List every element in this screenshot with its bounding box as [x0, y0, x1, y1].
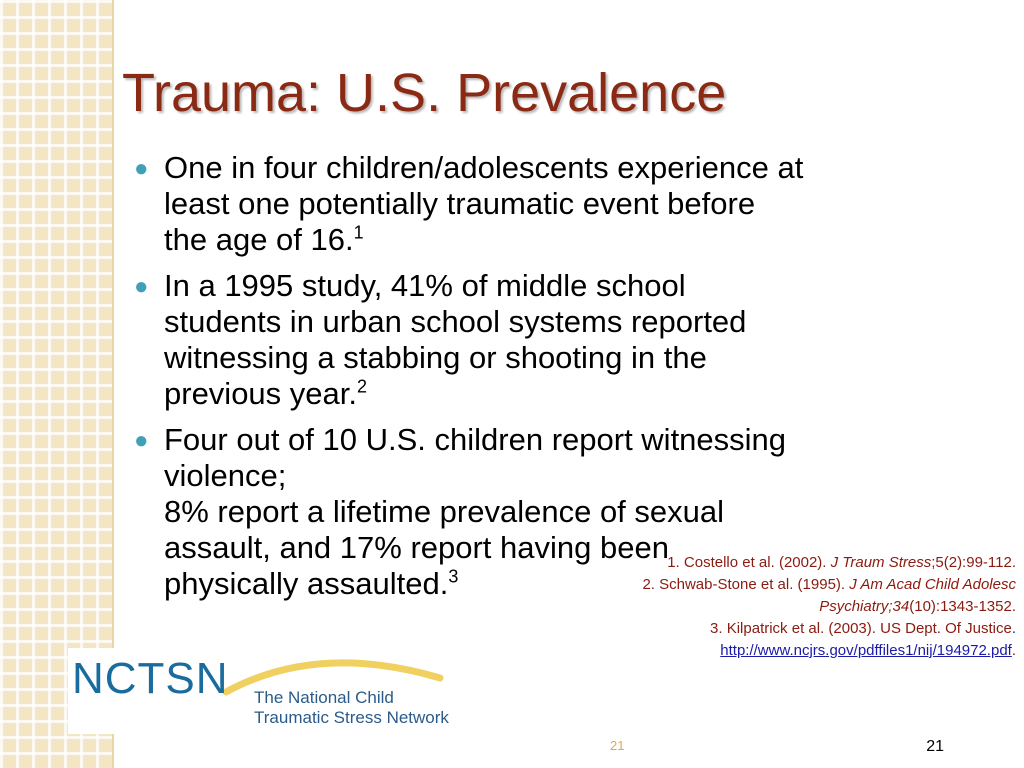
bullet-3-line-3: 8% report a lifetime prevalence of sexual — [164, 494, 725, 529]
bullet-2-line-4 — [164, 376, 962, 412]
bullet-item-2 — [132, 268, 962, 412]
bullet-2-line-4-text: previous year. — [164, 376, 357, 411]
bullet-dot-icon: ● — [134, 427, 149, 454]
logo-organization-name — [254, 688, 449, 728]
bullet-1-line-1: One in four children/adolescents experience at — [164, 150, 804, 185]
reference-2 — [642, 574, 1016, 596]
references-block — [642, 552, 1016, 662]
reference-3-text: 3. Kilpatrick et al. (2003). US Dept. Of Justice — [710, 620, 1012, 637]
bullet-3-line-5-text: physically assaulted. — [164, 566, 449, 601]
reference-1-authors: 1. Costello et al. (2002). — [667, 554, 831, 571]
footnote-marker-3: 3 — [448, 566, 459, 587]
bullet-1-line-3-text: the age of 16. — [164, 222, 354, 257]
reference-1 — [642, 552, 1016, 574]
nctsn-logo — [68, 648, 454, 734]
bullet-list — [132, 150, 962, 612]
footer-page-number: 21 — [610, 738, 625, 753]
bullet-3-line-1: Four out of 10 U.S. children report witnessing — [164, 422, 787, 457]
reference-2-cont — [642, 596, 1016, 618]
bullet-dot-icon: ● — [134, 273, 149, 300]
reference-3 — [642, 618, 1016, 640]
footnote-marker-1: 1 — [353, 222, 364, 243]
reference-1-citation: ;5(2):99-112. — [931, 554, 1016, 571]
bullet-2-line-1: In a 1995 study, 41% of middle school — [164, 268, 686, 303]
bullet-1-line-2: least one potentially traumatic event before — [164, 186, 756, 221]
bullet-item-1 — [132, 150, 962, 258]
logo-acronym: NCTSN — [72, 654, 229, 703]
reference-3-link-line — [642, 640, 1016, 662]
reference-1-journal: J Traum Stress — [830, 554, 932, 571]
bullet-2-line-3: witnessing a stabbing or shooting in the — [164, 340, 707, 375]
reference-2-journal: J Am Acad Child Adolesc — [849, 576, 1016, 593]
bullet-2-line-2: students in urban school systems reported — [164, 304, 747, 339]
bullet-1-line-3 — [164, 222, 962, 258]
reference-3-link[interactable]: http://www.ncjrs.gov/pdffiles1/nij/194972.pdf — [720, 642, 1012, 659]
logo-line-1: The National Child — [254, 688, 394, 707]
bullet-3-line-2: violence; — [164, 458, 287, 493]
slide-title: Trauma: U.S. Prevalence — [122, 63, 727, 123]
footnote-marker-2: 2 — [357, 376, 368, 397]
bullet-3-line-4: assault, and 17% report having been — [164, 530, 669, 565]
reference-2-authors: 2. Schwab-Stone et al. (1995). — [642, 576, 850, 593]
logo-line-2: Traumatic Stress Network — [254, 708, 449, 727]
page-number: 21 — [926, 738, 944, 755]
reference-2-journal-cont: Psychiatry;34 — [819, 598, 910, 615]
reference-2-citation: (10):1343-1352. — [909, 598, 1016, 615]
bullet-dot-icon: ● — [134, 155, 149, 182]
reference-3-period: . — [1011, 620, 1016, 637]
reference-3-link-period: . — [1011, 642, 1016, 659]
